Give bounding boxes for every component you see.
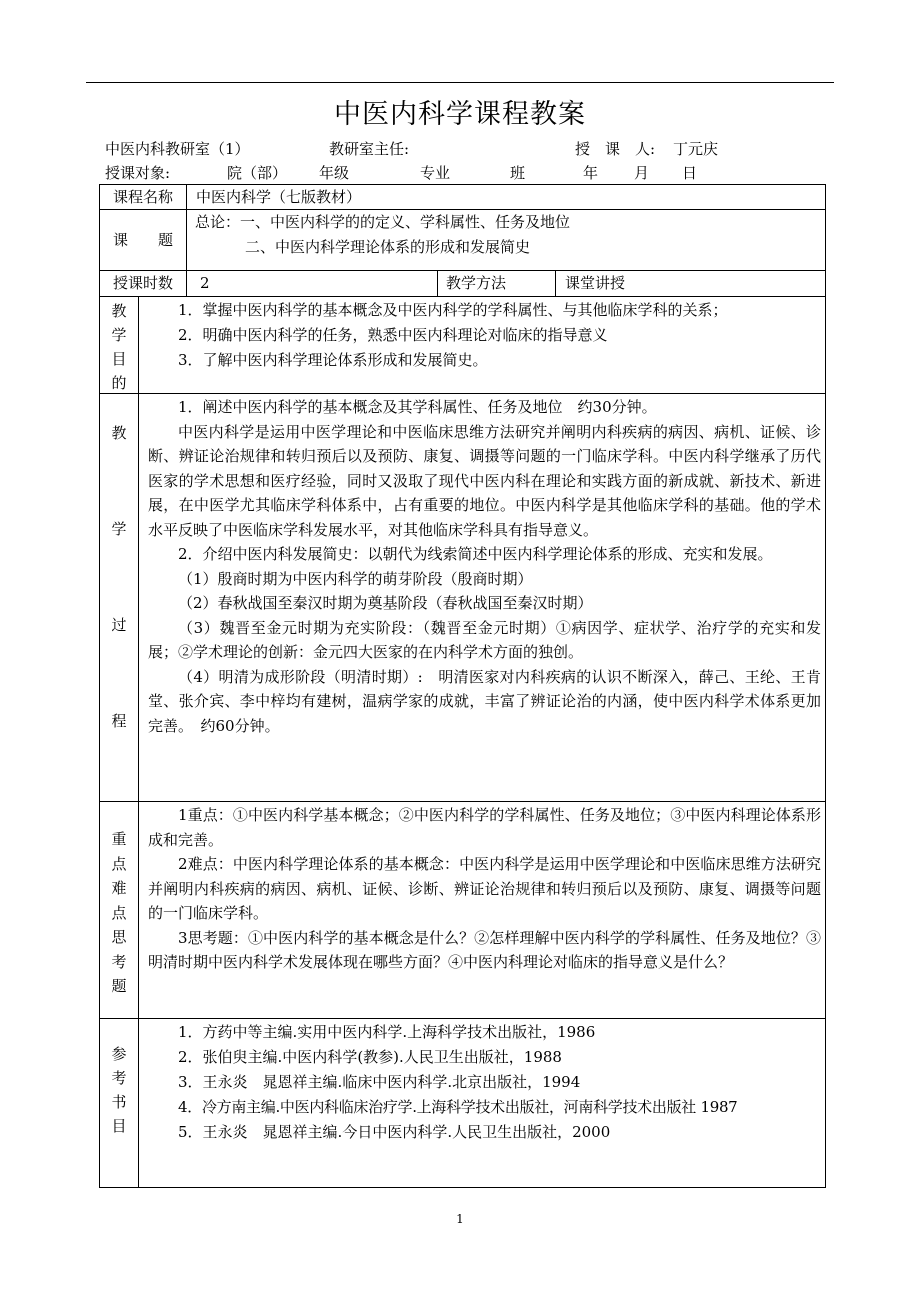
topic-line-1: 总论：一、中医内科学的的定义、学科属性、任务及地位 — [195, 213, 571, 231]
page-number: 1 — [456, 1212, 464, 1226]
topic-label: 课 题 — [112, 231, 173, 249]
year-field: 年 — [583, 164, 599, 182]
day-field: 日 — [682, 164, 698, 182]
month-field: 月 — [634, 164, 650, 182]
method-value: 课堂讲授 — [565, 274, 626, 292]
objectives-label: 教 学 目 的 — [111, 302, 127, 392]
reference-item: 3．王永炎 晁恩祥主编.临床中医内科学.北京出版社，1994 — [178, 1073, 581, 1091]
objective-item: 3．了解中医内科学理论体系形成和发展简史。 — [178, 351, 488, 369]
process-paragraph: （3）魏晋至金元时期为充实阶段：（魏晋至金元时期）①病因学、症状学、治疗学的充实和发展；②学术理论的创新：金元四大医家的在内科学术方面的独创。 — [148, 618, 821, 661]
process-paragraph: 2．介绍中医内科发展简史：以朝代为线索简述中医内科学理论体系的形成、充实和发展。 — [178, 545, 773, 563]
process-paragraph: （4）明清为成形阶段（明清时期）: 明清医家对内科疾病的认识不断深入，薛己、王纶、王肯堂、张介宾、李中梓均有建树，温病学家的成就，丰富了辨证论治的内涵，使中医内科学术体系更加完善。 约60分钟。 — [148, 667, 821, 735]
lecturer-name: 丁元庆 — [673, 140, 719, 158]
process-label: 教 学 过 程 — [111, 424, 127, 730]
references-content — [148, 1020, 826, 1145]
lecturer-label: 授 课 人: — [575, 140, 656, 158]
page-title: 中医内科学课程教案 — [334, 99, 586, 130]
course-name-value: 中医内科学（七版教材） — [196, 188, 362, 206]
audience-label: 授课对象: — [105, 164, 171, 182]
objective-item: 2．明确中医内科学的任务，熟悉中医内科理论对临床的指导意义 — [178, 326, 608, 344]
reference-item: 1．方药中等主编.实用中医内科学.上海科学技术出版社，1986 — [178, 1023, 596, 1041]
course-name-label: 课程名称 — [112, 188, 173, 206]
objectives-content — [148, 298, 820, 373]
key-points-label: 重 点 难 点 思 考 题 — [111, 830, 127, 995]
major-field: 专业 — [420, 164, 451, 182]
director-label: 教研室主任: — [329, 140, 410, 158]
references-label: 参 考 书 目 — [111, 1045, 127, 1135]
top-rule — [86, 82, 834, 83]
grade-field: 年级 — [319, 164, 350, 182]
key-point-paragraph: 3思考题：①中医内科学的基本概念是什么？②怎样理解中医内科学的学科属性、任务及地位？③明清时期中医内科学术发展体现在哪些方面？④中医内科理论对临床的指导意义是什么？ — [148, 928, 821, 971]
process-paragraph: （1）殷商时期为中医内科学的萌芽阶段（殷商时期） — [178, 569, 533, 588]
method-label: 教学方法 — [446, 274, 507, 292]
hours-value: 2 — [200, 274, 210, 292]
hours-label: 授课时数 — [112, 274, 173, 292]
lesson-plan-table — [99, 184, 826, 1188]
reference-item: 4．冷方南主编.中医内科临床治疗学.上海科学技术出版社，河南科学技术出版社 1987 — [178, 1098, 738, 1116]
key-point-paragraph: 2难点：中医内科学理论体系的基本概念：中医内科学是运用中医学理论和中医临床思维方法研究并阐明内科疾病的病因、病机、证候、诊断、辨证论治规律和转归预后以及预防、康复、调摄等问题的一门临床学科。 — [148, 855, 821, 922]
college-field: 院（部） — [227, 164, 288, 182]
key-points-content — [148, 803, 821, 975]
key-point-paragraph: 1重点：①中医内科学基本概念；②中医内科学的学科属性、任务及地位；③中医内科理论体系形成和完善。 — [148, 806, 821, 849]
reference-item: 5．王永炎 晁恩祥主编.今日中医内科学.人民卫生出版社，2000 — [178, 1123, 611, 1141]
objective-item: 1．掌握中医内科学的基本概念及中医内科学的学科属性、与其他临床学科的关系； — [178, 301, 728, 319]
topic-line-2: 二、中医内科学理论体系的形成和发展简史 — [245, 238, 531, 256]
process-paragraph: 1．阐述中医内科学的基本概念及其学科属性、任务及地位 约30分钟。 — [178, 398, 657, 416]
reference-item: 2．张伯臾主编.中医内科学(教参).人民卫生出版社，1988 — [178, 1048, 562, 1066]
department: 中医内科教研室（1） — [105, 140, 250, 158]
process-paragraph: 中医内科学是运用中医学理论和中医临床思维方法研究并阐明内科疾病的病因、病机、证候、诊断、辨证论治规律和转归预后以及预防、康复、调摄等问题的一门临床学科。中医内科学继承了历代医家的学术思想和医疗经验，同时又汲取了现代中医内科在理论和实践方面的新成就、新技术、新进展，在中医学尤其临床学科体系中，占有重要的地位。中医内科学是其他临床学科的基础。他的学术水平反映了中医临床学科发展水平，对其他临床学科具有指导意义。 — [148, 422, 821, 539]
class-field: 班 — [510, 164, 526, 182]
process-paragraph: （2）春秋战国至秦汉时期为奠基阶段（春秋战国至秦汉时期） — [178, 594, 593, 612]
process-content — [148, 395, 821, 738]
